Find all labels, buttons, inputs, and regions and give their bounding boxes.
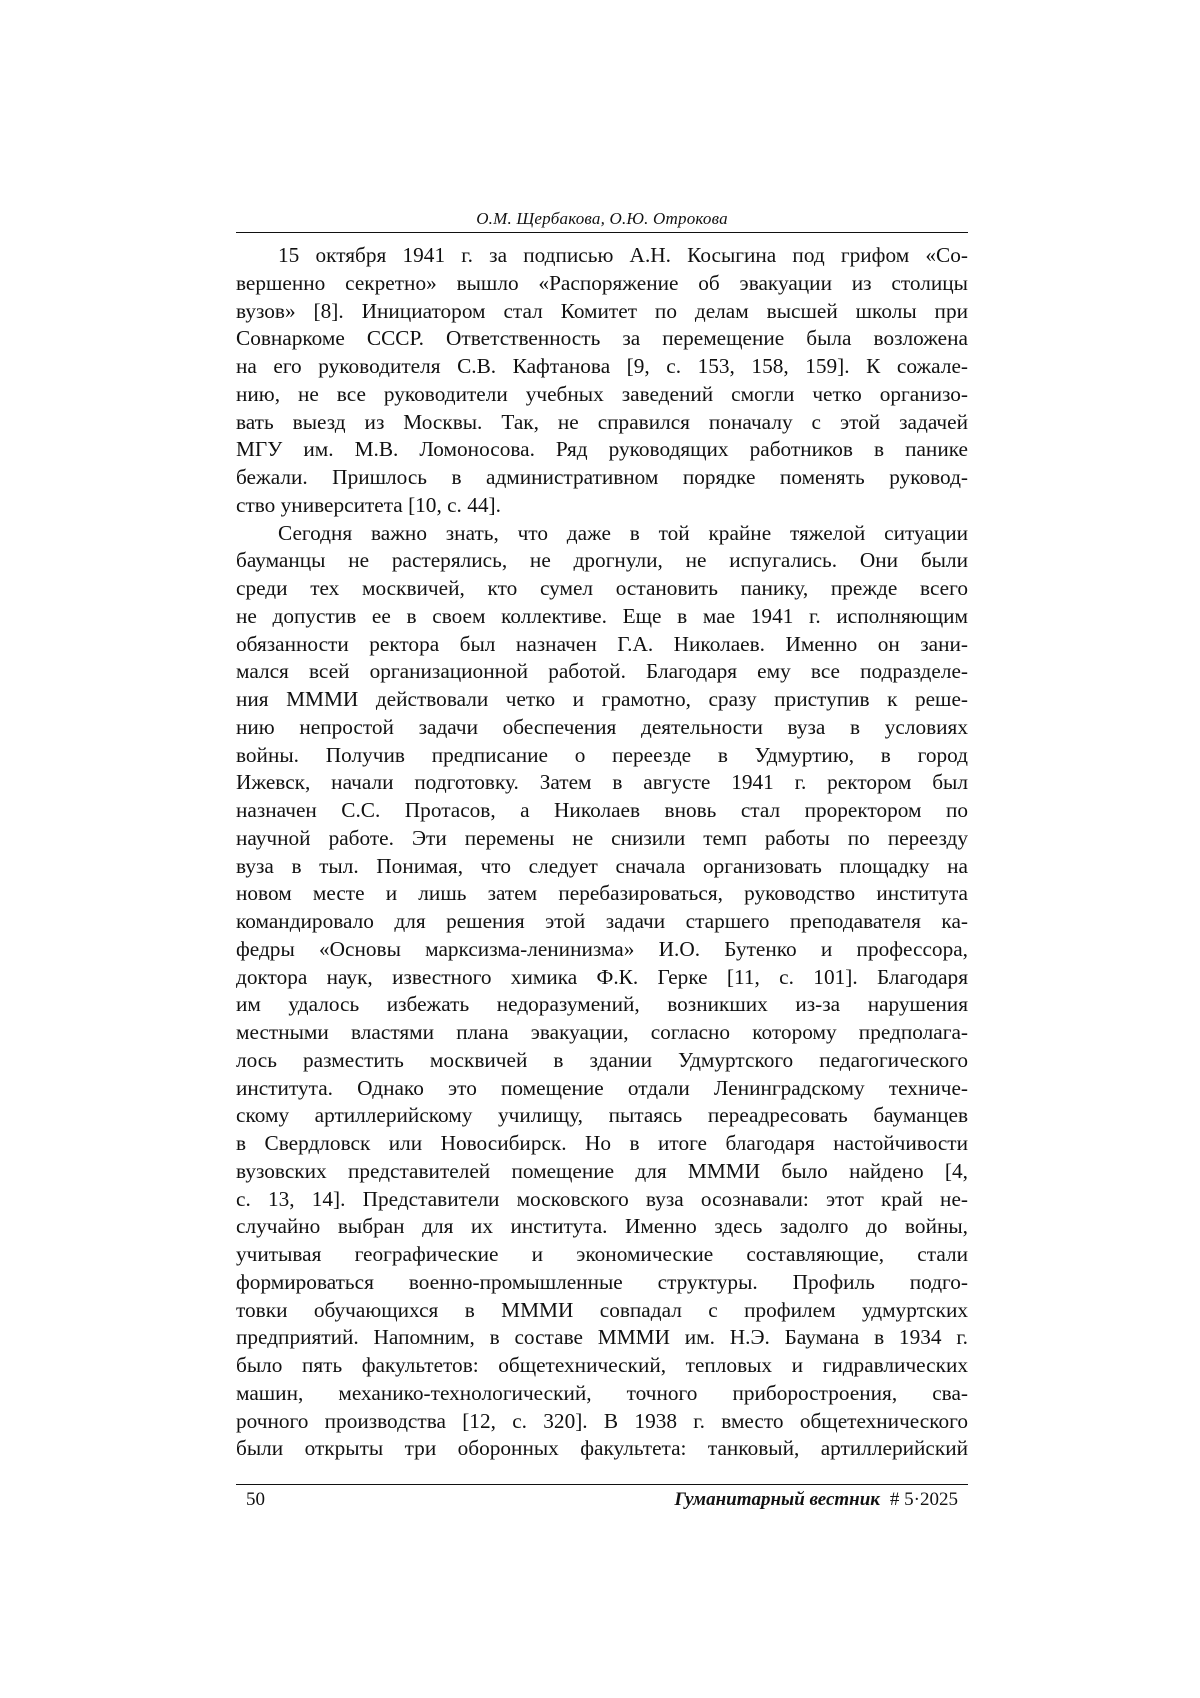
text-line: вузовских представителей помещение для МММИ было найдено [4, — [236, 1158, 968, 1183]
page-number: 50 — [246, 1489, 265, 1510]
paragraph — [236, 520, 968, 1464]
text-line: Совнаркоме СССР. Ответственность за перемещение была возложена — [236, 326, 968, 351]
text-line: бежали. Пришлось в административном порядке поменять руковод- — [236, 465, 968, 489]
text-line: войны. Получив предписание о переезде в Удмуртию, в город — [236, 742, 968, 767]
journal-name: Гуманитарный вестник — [674, 1489, 880, 1510]
text-line: им удалось избежать недоразумений, возникших из-за нарушения — [236, 992, 968, 1017]
text-line: бауманцы не растерялись, не дрогнули, не испугались. Они были — [236, 548, 968, 573]
text-line: учитывая географические и экономические составляющие, стали — [236, 1242, 968, 1266]
article-body — [236, 242, 968, 1463]
text-line: командировало для решения этой задачи старшего преподавателя ка- — [236, 909, 968, 933]
text-line: не допустив ее в своем коллективе. Еще в мае 1941 г. исполняющим — [236, 603, 968, 628]
text-line: вершенно секретно» вышло «Распоряжение об эвакуации из столицы — [236, 270, 968, 295]
text-line: федры «Основы марксизма-ленинизма» И.О. Бутенко и профессора, — [236, 936, 968, 961]
text-line: новом месте и лишь затем перебазироваться, руководство института — [236, 881, 968, 906]
text-line: ство университета [10, с. 44]. — [236, 492, 501, 517]
text-line: научной работе. Эти перемены не снизили темп работы по переезду — [236, 825, 968, 850]
text-line: Ижевск, начали подготовку. Затем в августе 1941 г. ректором был — [236, 770, 968, 795]
journal-info — [674, 1487, 958, 1513]
text-line: местными властями плана эвакуации, согласно которому предполага- — [236, 1020, 968, 1044]
text-line: мался всей организационной работой. Благодаря ему все подразделе- — [236, 659, 968, 684]
page-footer — [236, 1487, 968, 1513]
text-line: обязанности ректора был назначен Г.А. Николаев. Именно он зани- — [236, 631, 968, 656]
text-line: доктора наук, известного химика Ф.К. Герке [11, с. 101]. Благодаря — [236, 964, 968, 989]
paragraph — [236, 242, 968, 520]
header-rule — [236, 232, 968, 233]
text-line: лось разместить москвичей в здании Удмуртского педагогического — [236, 1047, 968, 1072]
running-header-authors: О.М. Щербакова, О.Ю. Отрокова — [476, 209, 728, 228]
text-line: рочного производства [12, с. 320]. В 1938 г. вместо общетехнического — [236, 1408, 968, 1433]
text-line: среди тех москвичей, кто сумел остановить панику, прежде всего — [236, 576, 968, 600]
journal-issue: # 5·2025 — [889, 1489, 958, 1510]
text-line: на его руководителя С.В. Кафтанова [9, с. 153, 158, 159]. К сожале- — [236, 354, 968, 378]
text-line: вузов» [8]. Инициатором стал Комитет по делам высшей школы при — [236, 298, 968, 323]
text-line: вуза в тыл. Понимая, что следует сначала организовать площадку на — [236, 853, 968, 878]
text-line: 15 октября 1941 г. за подписью А.Н. Косыгина под грифом «Со- — [278, 243, 968, 267]
text-line: в Свердловск или Новосибирск. Но в итоге благодаря настойчивости — [236, 1131, 968, 1155]
text-line: ния МММИ действовали четко и грамотно, сразу приступив к реше- — [236, 687, 968, 711]
text-line: товки обучающихся в МММИ совпадал с профилем удмуртских — [236, 1297, 968, 1322]
text-line: назначен С.С. Протасов, а Николаев вновь стал проректором по — [236, 798, 968, 822]
text-line: формироваться военно-промышленные структуры. Профиль подго- — [236, 1269, 968, 1294]
text-line: машин, механико-технологический, точного приборостроения, сва- — [236, 1380, 968, 1405]
text-line: были открыты три оборонных факультета: танковый, артиллерийский — [236, 1436, 968, 1461]
text-line: вать выезд из Москвы. Так, не справился поначалу с этой задачей — [236, 409, 968, 434]
footer-rule — [236, 1484, 968, 1485]
text-line: скому артиллерийскому училищу, пытаясь переадресовать бауманцев — [236, 1103, 968, 1128]
text-line: предприятий. Напомним, в составе МММИ им. Н.Э. Баумана в 1934 г. — [236, 1325, 968, 1350]
text-line: Сегодня важно знать, что даже в той крайне тяжелой ситуации — [278, 520, 968, 545]
text-line: с. 13, 14]. Представители московского вуза осознавали: этот край не- — [236, 1186, 968, 1211]
text-line: случайно выбран для их института. Именно здесь задолго до войны, — [236, 1214, 968, 1239]
text-line: нию, не все руководители учебных заведений смогли четко организо- — [236, 381, 968, 406]
text-line: МГУ им. М.В. Ломоносова. Ряд руководящих работников в панике — [236, 437, 968, 462]
text-line: нию непростой задачи обеспечения деятельности вуза в условиях — [236, 714, 968, 739]
text-line: было пять факультетов: общетехнический, тепловых и гидравлических — [236, 1353, 968, 1377]
text-line: института. Однако это помещение отдали Ленинградскому техниче- — [236, 1075, 968, 1100]
